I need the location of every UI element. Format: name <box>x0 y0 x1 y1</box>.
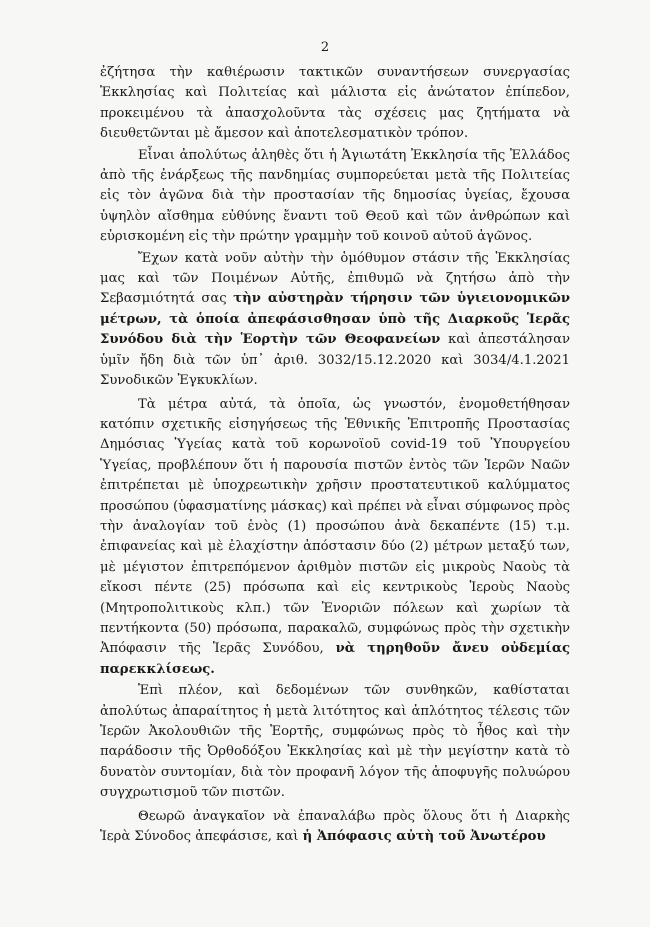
paragraph-text: Θεωρῶ ἀναγκαῖον νὰ ἐπαναλάβω πρὸς ὅλους ὅτι ἡ Διαρκὴς Ἱερὰ Σύνοδος ἀπεφάσισε, καὶ <box>100 808 570 845</box>
paragraph-3 <box>100 249 570 392</box>
paragraph-2 <box>100 146 570 248</box>
page-number: 2 <box>320 40 330 55</box>
paragraph-bold-text: ἡ Ἀπόφασις αὐτὴ τοῦ Ἀνωτέρου <box>302 829 546 845</box>
paragraph-text: Τὰ μέτρα αὐτά, τὰ ὁποῖα, ὡς γνωστόν, ἐνομοθετήθησαν κατόπιν σχετικῆς εἰσηγήσεως τῆς Ἐθνικῆς Ἐπιτροπῆς Προστασίας Δημόσιας Ὑγείας κατὰ τοῦ κορωνοϊοῦ covid-19 τοῦ Ὑπουργείου Ὑγείας, προβλέπουν ὅτι ἡ παρουσία πιστῶν ἐντὸς τῶν Ἱερῶν Ναῶν ἐπιτρέπεται μὲ ὑποχρεωτικὴν χρῆσιν προστατευτικοῦ καλύμματος προσώπου (ὑφασματίνης μάσκας) καὶ πρέπει νὰ εἶναι σύμφωνος πρὸς τὴν ἀναλογίαν τοῦ ἑνὸς (1) προσώπου ἀνὰ δεκαπέντε (15) τ.μ. ἐπιφανείας καὶ μὲ ἐλαχίστην ἀπόστασιν δύο (2) μέτρων μεταξύ των, μὲ μέγιστον ἐπιτρεπόμενον ἀριθμὸν πιστῶν εἰς μικροὺς Ναοὺς τὰ εἴκοσι πέντε (25) πρόσωπα καὶ εἰς κεντρικοὺς Ἱεροὺς Ναοὺς (Μητροπολιτικοὺς κλπ.) τῶν Ἐνοριῶν πόλεων καὶ χωρίων τὰ πεντήκοντα (50) πρόσωπα, παρακαλῶ, συμφώνως πρὸς τὴν σχετικὴν Ἀπόφασιν τῆς Ἱερᾶς Συνόδου, <box>100 396 570 657</box>
paragraph-text: Εἶναι ἀπολύτως ἀληθὲς ὅτι ἡ Ἁγιωτάτη Ἐκκλησία τῆς Ἑλλάδος ἀπὸ τῆς ἐνάρξεως τῆς πανδημίας συμπορεύεται μετὰ τῆς Πολιτείας εἰς τὸν ἀγῶνα διὰ τὴν προστασίαν τῆς δημοσίας ὑγείας, ἔχουσα ὑψηλὸν αἴσθημα εὐθύνης ἔναντι τοῦ Θεοῦ καὶ τῶν ἀνθρώπων καὶ εὑρισκομένη εἰς τὴν πρώτην γραμμὴν τοῦ κοινοῦ αὐτοῦ ἀγῶνος. <box>100 147 570 245</box>
paragraph-1 <box>100 63 570 145</box>
paragraph-text: Ἐπὶ πλέον, καὶ δεδομένων τῶν συνθηκῶν, καθίσταται ἀπολύτως ἀπαραίτητος ἡ μετὰ λιτότητος καὶ ἁπλότητος τέλεσις τῶν Ἱερῶν Ἀκολουθιῶν τῆς Ἑορτῆς, συμφώνως πρὸς τὸ ἦθος καὶ τὴν παράδοσιν τῆς Ὀρθοδόξου Ἐκκλησίας καὶ μὲ τὴν μεγίστην κατὰ τὸ δυνατὸν συντομίαν, διὰ τὸν προφανῆ λόγον τῆς ἀποφυγῆς πολυώρου συγχρωτισμοῦ τῶν πιστῶν. <box>100 683 570 801</box>
body-text <box>100 63 570 847</box>
paragraph-text: Ἔχων κατὰ νοῦν αὐτὴν τὴν ὁμόθυμον στάσιν τῆς Ἐκκλησίας μας καὶ τῶν Ποιμένων Αὐτῆς, ἐπιθυμῶ νὰ ζητήσω ἀπὸ τὴν Σεβασμιότητά σας <box>100 250 570 307</box>
paragraph-5 <box>100 681 570 803</box>
paragraph-text: καὶ ἀπεστάλησαν ὑμῖν ἤδη διὰ τῶν ὑπ᾽ ἀριθ. 3032/15.12.2020 καὶ 3034/4.1.2021 Συνοδικῶν Ἐγκυκλίων. <box>100 332 570 389</box>
paragraph-bold-text: νὰ τηρηθοῦν ἄνευ οὐδεμίας παρεκκλίσεως. <box>100 641 570 677</box>
paragraph-text: ἐζήτησα τὴν καθιέρωσιν τακτικῶν συναντήσεων συνεργασίας Ἐκκλησίας καὶ Πολιτείας καὶ μάλιστα εἰς ἀνώτατον ἐπίπεδον, προκειμένου τὰ ἀπασχολοῦντα τὰς σχέσεις μας ζητήματα νὰ διευθετῶνται μὲ ἄμεσον καὶ ἀποτελεσματικὸν τρόπον. <box>100 65 570 142</box>
paragraph-4 <box>100 395 570 681</box>
paragraph-6 <box>100 807 570 848</box>
paragraph-bold-text: τὴν αὐστηρὰν τήρησιν τῶν ὑγιειονομικῶν μέτρων, τὰ ὁποία ἀπεφάσισθησαν ὑπὸ τῆς Διαρκοῦς Ἱερᾶς Συνόδου διὰ τὴν Ἑορτὴν τῶν Θεοφανείων <box>100 291 570 348</box>
